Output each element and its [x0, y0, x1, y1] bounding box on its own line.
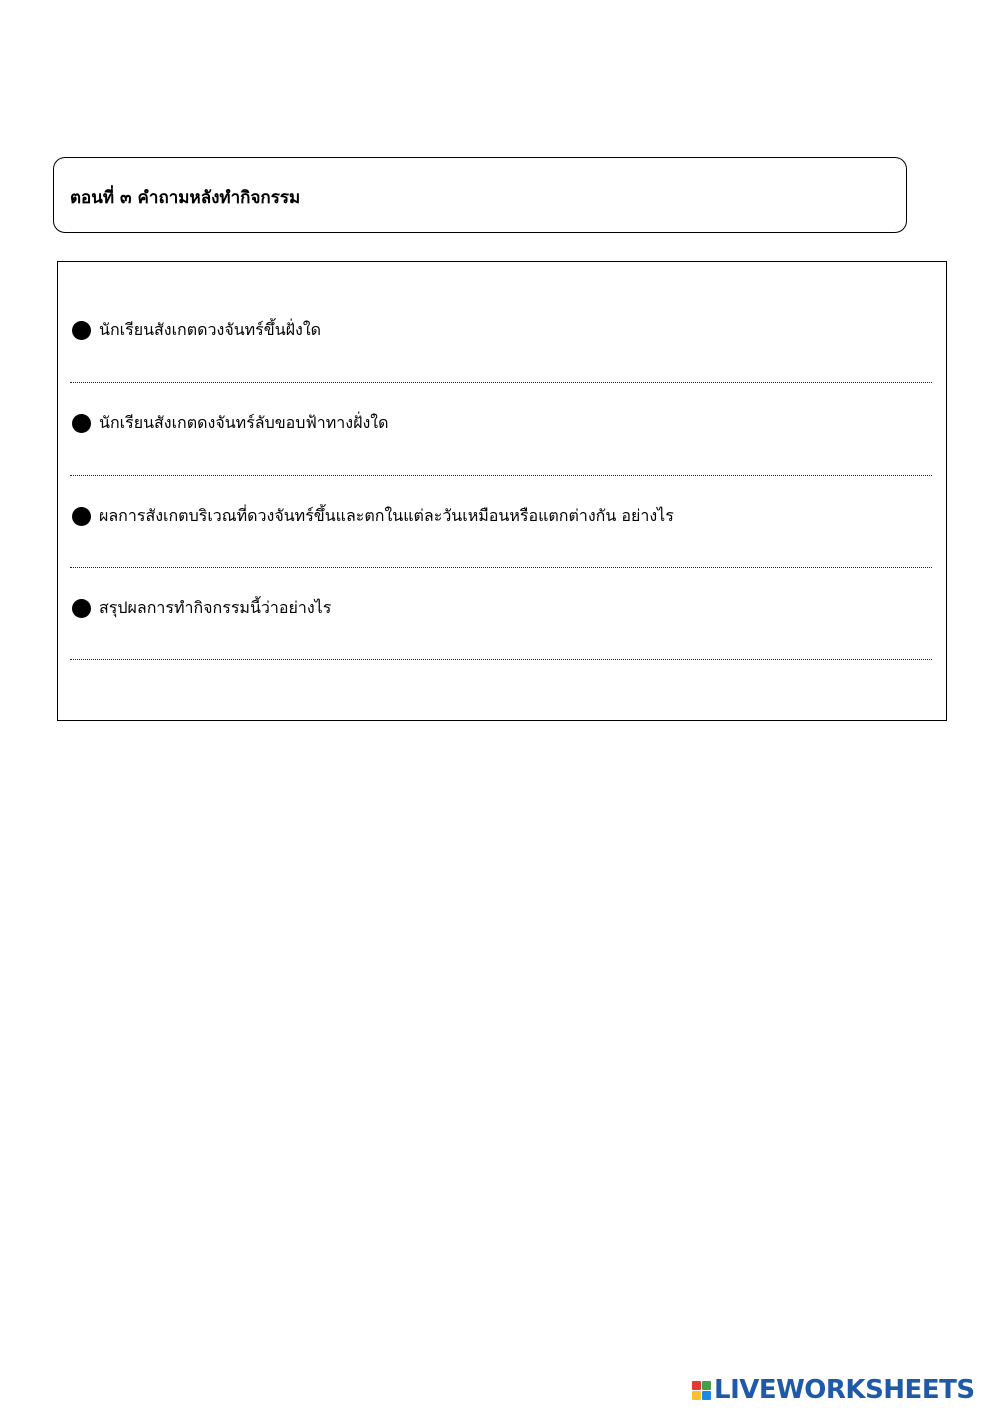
- question-text: นักเรียนสังเกตดวงจันทร์ขึ้นฝั่งใด: [99, 320, 322, 339]
- bullet-icon: [72, 414, 91, 433]
- question-2: [72, 410, 389, 436]
- logo-text: LIVEWORKSHEETS: [714, 1375, 975, 1405]
- question-1: [72, 317, 321, 343]
- question-text: ผลการสังเกตบริเวณที่ดวงจันทร์ขึ้นและตกในแต่ละวันเหมือนหรือแตกต่างกัน อย่างไร: [99, 506, 674, 525]
- question-text: นักเรียนสังเกตดงจันทร์ลับขอบฟ้าทางฝั่งใด: [99, 413, 389, 432]
- section-title: ตอนที่ ๓ คำถามหลังทำกิจกรรม: [70, 188, 301, 208]
- question-text: สรุปผลการทำกิจกรรมนี้ว่าอย่างไร: [99, 598, 332, 617]
- logo-square-4: [702, 1391, 711, 1400]
- answer-line-4[interactable]: [70, 659, 932, 660]
- answer-line-1[interactable]: [70, 382, 932, 383]
- question-3: [72, 503, 674, 529]
- bullet-icon: [72, 507, 91, 526]
- questions-box: [57, 261, 947, 721]
- bullet-icon: [72, 599, 91, 618]
- bullet-icon: [72, 321, 91, 340]
- liveworksheets-logo: [692, 1376, 975, 1404]
- logo-square-3: [692, 1391, 701, 1400]
- answer-line-3[interactable]: [70, 567, 932, 568]
- logo-mark-icon: [692, 1381, 711, 1400]
- logo-square-2: [702, 1381, 711, 1390]
- logo-square-1: [692, 1381, 701, 1390]
- answer-line-2[interactable]: [70, 475, 932, 476]
- question-4: [72, 595, 331, 621]
- section-header: [53, 157, 907, 233]
